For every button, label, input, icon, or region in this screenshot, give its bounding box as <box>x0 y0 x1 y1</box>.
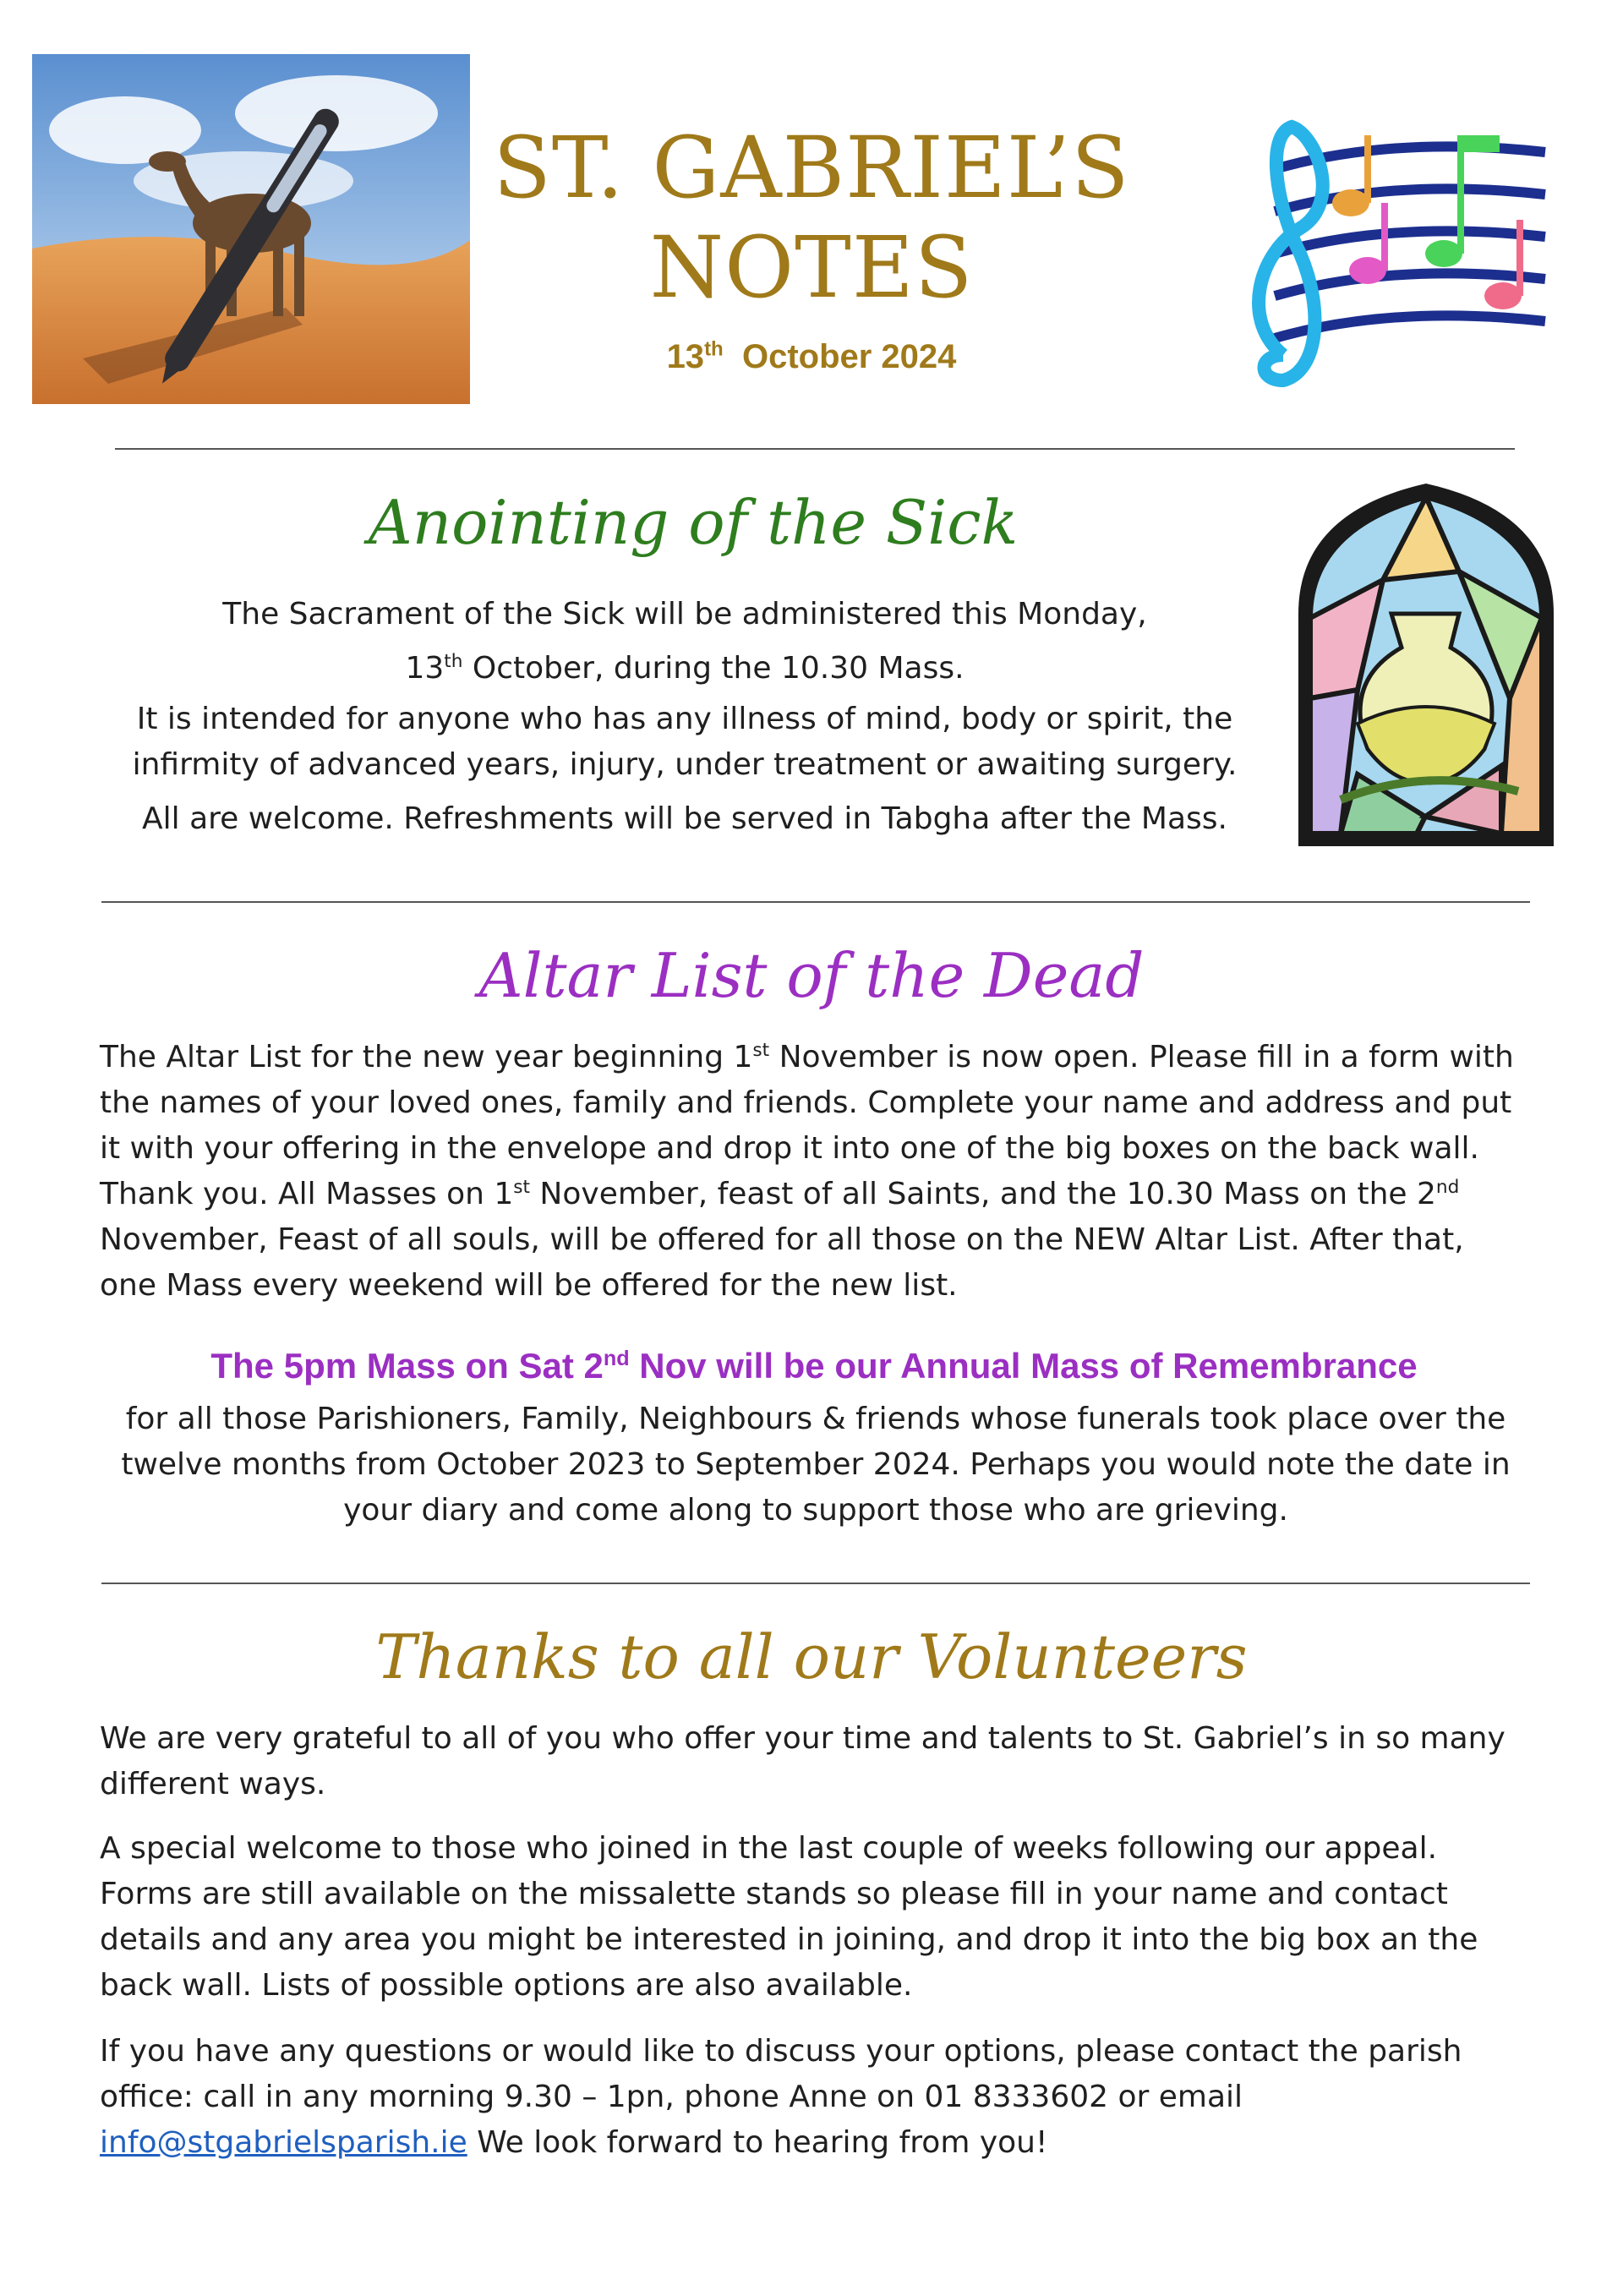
anointing-line-4: infirmity of advanced years, injury, under treatment or awaiting surgery. <box>132 747 1238 782</box>
volunteers-p2: A special welcome to those who joined in the last couple of weeks following our appeal. Forms are still available on the missalette stands so please fill in your name and contact details and any area you might be interested in joining, and drop it into the big box an the back wall. Lists of possible options are also available. <box>100 1831 1478 2003</box>
anointing-line-2-rest: October, during the 10.30 Mass. <box>462 651 965 686</box>
volunteers-p1: We are very grateful to all of you who offer your time and talents to St. Gabriel’s in so many different ways. <box>100 1721 1506 1801</box>
volunteers-p3 <box>100 2029 1537 2166</box>
anointing-day-suffix: th <box>444 651 463 672</box>
remembrance-callout <box>100 1346 1528 1386</box>
contact-email-link[interactable]: info@stgabrielsparish.ie <box>100 2125 467 2160</box>
issue-date <box>473 338 1150 376</box>
volunteers-heading: Thanks to all our Volunteers <box>375 1621 1248 1692</box>
anointing-line-1: The Sacrament of the Sick will be administered this Monday, <box>222 597 1147 631</box>
date-day: 13 <box>666 338 705 375</box>
volunteers-p3-end: We look forward to hearing from you! <box>467 2125 1048 2160</box>
altar-p1-c: November, feast of all Saints, and the 10.30 Mass on the 2 <box>529 1177 1436 1211</box>
altar-p1-b: November is now open. Please fill in a form with the names of your loved ones, family and friends. Complete your name and address and put it with your offering in the envelope and drop it into one of the big boxes on the back wall. Thank you. All Masses on 1 <box>100 1040 1514 1211</box>
date-suffix: th <box>704 337 724 361</box>
anointing-text <box>101 592 1268 842</box>
anointing-heading: Anointing of the Sick <box>368 487 1019 558</box>
title-line-1: ST. GABRIEL’S <box>493 118 1130 217</box>
camel-needle-icon <box>32 54 470 404</box>
volunteers-p3-text: If you have any questions or would like to discuss your options, please contact the parish office: call in any morning 9.30 – 1pn, phone Anne on 01 8333602 or email <box>100 2034 1462 2114</box>
callout-b: Nov will be our Annual Mass of Remembrance <box>629 1346 1418 1386</box>
music-notes-icon <box>1224 101 1572 406</box>
callout-a: The 5pm Mass on Sat 2 <box>210 1346 604 1386</box>
title-line-2: NOTES <box>649 218 974 317</box>
altar-sup-3: nd <box>1435 1177 1460 1198</box>
stained-glass-window-icon <box>1290 478 1562 850</box>
altar-p1-d: November, Feast of all souls, will be offered for all those on the NEW Altar List. After that, one Mass every weekend will be offered for the new list. <box>100 1222 1464 1303</box>
divider-3 <box>101 1583 1530 1584</box>
anointing-day: 13 <box>405 651 445 686</box>
anointing-line-2 <box>101 646 1268 692</box>
divider-2 <box>101 901 1530 903</box>
divider-1 <box>115 448 1515 450</box>
altar-paragraph <box>100 1035 1528 1309</box>
altar-sup-2: st <box>513 1177 530 1198</box>
remembrance-text: for all those Parishioners, Family, Neighbours & friends whose funerals took place over the twelve months from October 2023 to September 2024. Perhaps you would note the date in your diary and come along to support those who are grieving. <box>121 1402 1511 1528</box>
anointing-line-5: All are welcome. Refreshments will be served in Tabgha after the Mass. <box>142 801 1227 836</box>
anointing-line-3: It is intended for anyone who has any illness of mind, body or spirit, the <box>136 702 1233 736</box>
newsletter-title <box>473 118 1150 318</box>
callout-sup: nd <box>603 1347 630 1370</box>
altar-p1-a: The Altar List for the new year beginning 1 <box>100 1040 753 1074</box>
altar-heading: Altar List of the Dead <box>478 940 1145 1011</box>
date-rest: October 2024 <box>741 338 957 375</box>
altar-sup-1: st <box>752 1040 770 1061</box>
